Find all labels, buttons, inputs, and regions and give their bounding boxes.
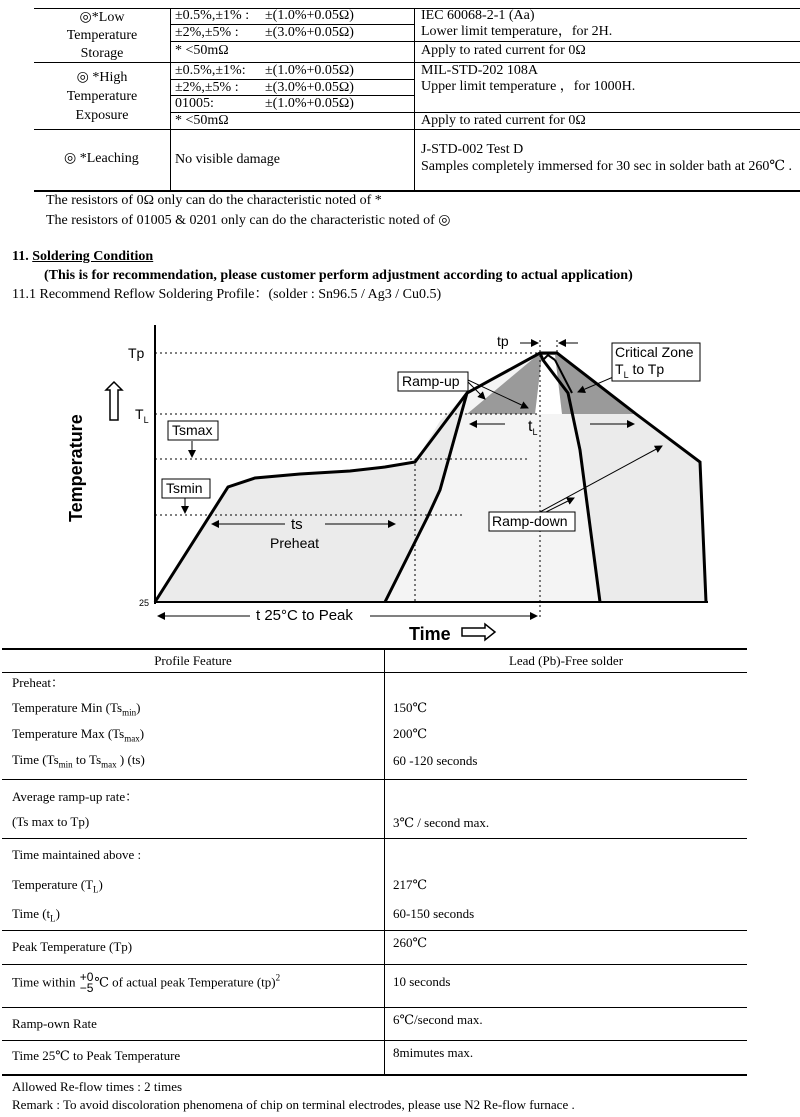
avg-ramp-value: 3℃ / second max. (393, 815, 490, 830)
rampdown-rate-label: Ramp-own Rate (12, 1016, 97, 1031)
spec-value: ±(1.0%+0.05Ω) (265, 63, 354, 78)
temp-max-label: Temperature Max $(Ts_{max})$ (12, 726, 145, 744)
condition-text: Upper limit temperature ，for 1000H. (421, 79, 636, 94)
spec-range: No visible damage (175, 152, 280, 167)
note-text: The resistors of 0Ω only can do the characteristic noted of * (46, 193, 382, 208)
spec-range: * <50mΩ (175, 113, 229, 128)
spec-range: * <50mΩ (175, 43, 229, 58)
temp-min-label: Temperature Min $(Ts_{min})$ (12, 700, 141, 718)
origin-label: 25 (139, 598, 150, 608)
ramp-down-label: Ramp-down (492, 513, 568, 529)
low-temp-storage-label: ◎*Low Temperature Storage (66, 10, 138, 61)
section-number: 11. (12, 249, 29, 264)
remark-text: Remark : To avoid discoloration phenomena of chip on terminal electrodes, please use N2 Re-flow furnace . (12, 1097, 575, 1112)
time-within-label: Time within +0 −5 ℃ of actual peak Temperature (tp)$^2$ (12, 970, 281, 995)
critical-zone-range-label: $T_L$ to Tp (615, 361, 665, 380)
time-ts-value: 60 -120 seconds (393, 753, 478, 768)
time-25-peak-value: 8mimutes max. (393, 1045, 474, 1060)
spec-range: 01005: (175, 96, 214, 111)
ts-label: ts (291, 516, 303, 533)
rampdown-rate-value: 6℃/second max. (393, 1012, 483, 1027)
high-temp-exposure-label: ◎ *High Temperature Exposure (66, 70, 138, 123)
condition-text: IEC 60068-2-1 (Aa) (421, 8, 535, 23)
time-tl-label: Time $(t_L)$ (12, 906, 61, 924)
tsmax-label: Tsmax (172, 422, 213, 438)
time-within-value: 10 seconds (393, 974, 451, 989)
time-ts-label: Time ($Ts_{min}$ to $Ts_{max}$ ) (ts) (12, 752, 145, 770)
condition-text: Lower limit temperature，for 2H. (421, 24, 613, 39)
spec-value: ±(3.0%+0.05Ω) (265, 25, 354, 40)
temp-max-value: 200℃ (393, 726, 428, 741)
allowed-reflow-text: Allowed Re-flow times : 2 times (12, 1079, 183, 1094)
spec-range: ±0.5%,±1% : (175, 8, 250, 23)
preheat-label: Preheat (270, 535, 320, 551)
avg-ramp-range: (Ts max to Tp) (12, 814, 90, 829)
x-axis-title: Time (409, 624, 451, 644)
tp-axis-label: Tp (128, 345, 145, 361)
time-25-peak-label: Time 25℃ to Peak Temperature (12, 1048, 181, 1063)
time-above-label: Time maintained above : (12, 847, 142, 862)
sub-heading: 11.1 Recommend Reflow Soldering Profile：(solder : Sn96.5 / Ag3 / Cu0.5) (12, 287, 442, 302)
peak-temp-value: 260℃ (393, 935, 428, 950)
spec-value: ±(1.0%+0.05Ω) (265, 96, 354, 111)
spec-range: ±2%,±5% : (175, 80, 239, 95)
temp-min-value: 150℃ (393, 700, 428, 715)
critical-zone-label: Critical Zone (615, 344, 694, 360)
tsmin-label: Tsmin (166, 480, 203, 496)
condition-text: Samples completely immersed for 30 sec in solder bath at 260℃ . (421, 159, 793, 174)
tl-duration-label: $t_L$ (528, 418, 538, 438)
tl-axis-label: $T_L$ (135, 406, 149, 425)
spec-range: ±2%,±5% : (175, 25, 239, 40)
spec-value: ±(1.0%+0.05Ω) (265, 8, 354, 23)
spec-range: ±0.5%,±1%: (175, 63, 246, 78)
temp-tl-value: 217℃ (393, 877, 428, 892)
avg-ramp-label: Average ramp-up rate： (12, 789, 139, 804)
section-title: Soldering Condition (32, 249, 154, 264)
preheat-row-label: Preheat： (12, 675, 64, 690)
time-tl-value: 60-150 seconds (393, 906, 475, 921)
ramp-up-label: Ramp-up (402, 373, 460, 389)
t25-peak-label: t 25°C to Peak (256, 607, 353, 624)
leaching-label: ◎ *Leaching (64, 151, 139, 166)
condition-text: J-STD-002 Test D (421, 142, 524, 157)
y-axis-title: Temperature (66, 414, 86, 522)
section-subtitle: (This is for recommendation, please customer perform adjustment according to actual application) (44, 268, 633, 283)
condition-text: MIL-STD-202 108A (421, 63, 539, 78)
temp-tl-label: Temperature $(T_L)$ (12, 877, 103, 895)
header-profile-feature: Profile Feature (154, 653, 232, 668)
condition-text: Apply to rated current for 0Ω (421, 43, 586, 58)
spec-value: ±(3.0%+0.05Ω) (265, 80, 354, 95)
header-lead-free: Lead (Pb)-Free solder (508, 653, 624, 668)
note-text: The resistors of 01005 & 0201 only can do the characteristic noted of ◎ (46, 213, 451, 228)
condition-text: Apply to rated current for 0Ω (421, 113, 586, 128)
peak-temp-label: Peak Temperature (Tp) (12, 939, 133, 954)
tp-top-label: tp (497, 333, 509, 349)
